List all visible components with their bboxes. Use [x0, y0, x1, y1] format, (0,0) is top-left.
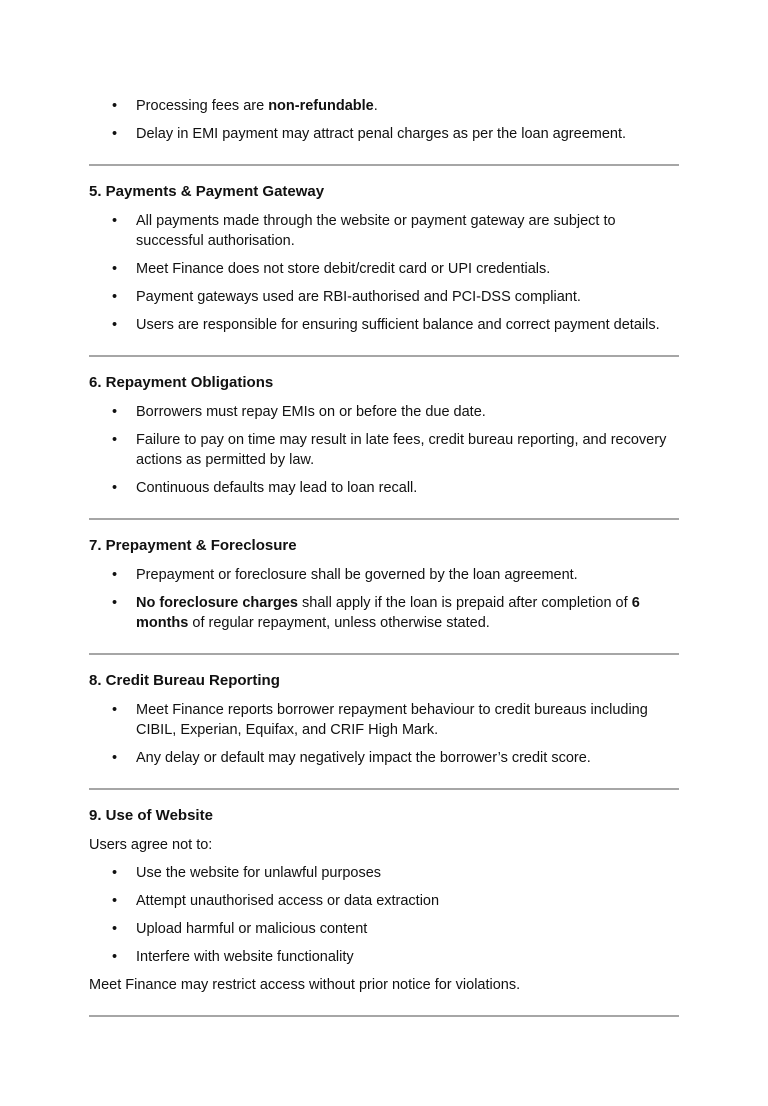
section-use-of-website — [89, 806, 679, 995]
bullet-item: • Failure to pay on time may result in late fees, credit bureau reporting, and recovery actions as permitted by law. — [89, 430, 679, 470]
bullet-item: • Borrowers must repay EMIs on or before the due date. — [89, 402, 679, 422]
bullet-item: • Delay in EMI payment may attract penal charges as per the loan agreement. — [89, 124, 679, 144]
bullet-item: • Use the website for unlawful purposes — [89, 863, 679, 883]
section-heading: 7. Prepayment & Foreclosure — [89, 537, 297, 554]
section-heading: 9. Use of Website — [89, 807, 213, 824]
bullet-list — [89, 402, 679, 498]
section-divider — [89, 788, 679, 790]
bullet-item: • Payment gateways used are RBI-authorised and PCI-DSS compliant. — [89, 287, 679, 307]
section-divider — [89, 164, 679, 166]
bullet-text: of regular repayment, unless otherwise stated. — [188, 615, 490, 631]
section-divider — [89, 653, 679, 655]
paragraph-intro: Users agree not to: — [89, 837, 213, 853]
bullet-item: • All payments made through the website or payment gateway are subject to successful authorisation. — [89, 211, 679, 251]
bold-text: 6 months — [136, 595, 640, 631]
bullet-text: . — [373, 98, 378, 114]
bullet-text: Processing fees are — [136, 98, 269, 114]
bullet-item: • Prepayment or foreclosure shall be governed by the loan agreement. — [89, 565, 679, 585]
bullet-item — [89, 593, 679, 633]
bullet-item: • Upload harmful or malicious content — [89, 919, 679, 939]
paragraph-outro: Meet Finance may restrict access without prior notice for violations. — [89, 977, 521, 993]
continued-bullet-list — [89, 96, 679, 144]
section-repayment — [89, 373, 679, 498]
section-heading: 5. Payments & Payment Gateway — [89, 183, 325, 200]
section-heading: 8. Credit Bureau Reporting — [89, 672, 280, 689]
bullet-text: shall apply if the loan is prepaid after completion of — [297, 595, 632, 611]
bullet-item: • Continuous defaults may lead to loan recall. — [89, 478, 679, 498]
bullet-list — [89, 700, 679, 768]
section-heading: 6. Repayment Obligations — [89, 374, 274, 391]
bullet-list — [89, 863, 679, 967]
section-credit-bureau — [89, 671, 679, 768]
bullet-list — [89, 211, 679, 335]
bullet-item: • Users are responsible for ensuring sufficient balance and correct payment details. — [89, 315, 679, 335]
bullet-item: • Meet Finance does not store debit/credit card or UPI credentials. — [89, 259, 679, 279]
section-divider — [89, 355, 679, 357]
bullet-item: • Meet Finance reports borrower repayment behaviour to credit bureaus including CIBIL, Experian, Equifax, and CRIF High Mark. — [89, 700, 679, 740]
bullet-item: • Attempt unauthorised access or data extraction — [89, 891, 679, 911]
bold-text: No foreclosure charges — [136, 595, 298, 611]
bullet-item — [89, 96, 679, 116]
section-prepayment — [89, 536, 679, 633]
bold-text: non-refundable — [268, 98, 374, 114]
section-payments — [89, 182, 679, 335]
bullet-item: • Interfere with website functionality — [89, 947, 679, 967]
section-divider — [89, 1015, 679, 1017]
bullet-item: • Any delay or default may negatively impact the borrower’s credit score. — [89, 748, 679, 768]
section-divider — [89, 518, 679, 520]
bullet-list — [89, 565, 679, 633]
